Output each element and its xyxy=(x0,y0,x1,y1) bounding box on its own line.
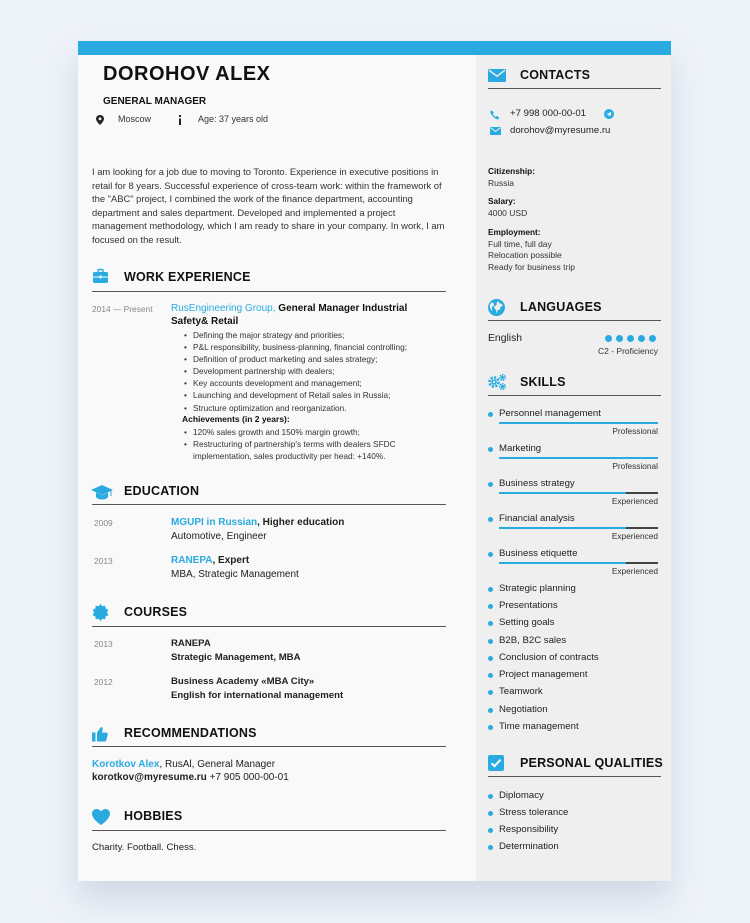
skill-name: Financial analysis xyxy=(499,513,575,524)
quality-name: Responsibility xyxy=(499,824,559,835)
language-name: English xyxy=(488,333,523,344)
email-icon xyxy=(490,127,501,135)
education-school: RANEPA xyxy=(171,555,213,566)
phone-icon xyxy=(490,110,500,120)
bullet-dot xyxy=(488,517,493,522)
course-year: 2013 xyxy=(94,639,113,649)
skill-item xyxy=(488,721,658,735)
skill-item xyxy=(488,635,658,649)
skill-level: Experienced xyxy=(611,566,658,576)
skill-level: Professional xyxy=(612,461,658,471)
work-date: 2014 — Present xyxy=(92,304,153,314)
course-org: Business Academy «MBA City» xyxy=(171,676,315,687)
section-divider xyxy=(92,746,446,747)
info-icon xyxy=(178,115,182,125)
skill-bar xyxy=(499,422,658,424)
recommender-company: , RusAl, General Manager xyxy=(159,759,276,770)
skill-rated xyxy=(488,513,658,541)
education-field: Automotive, Engineer xyxy=(171,531,267,542)
skill-name: Business etiquette xyxy=(499,548,578,559)
bullet-dot xyxy=(488,690,493,695)
telegram-icon xyxy=(604,109,614,119)
hobbies-text: Charity. Football. Chess. xyxy=(92,842,197,853)
work-company: RusEngineering Group, xyxy=(171,303,276,314)
skill-name: Marketing xyxy=(499,443,542,454)
badge-icon xyxy=(92,604,109,621)
skill-bar xyxy=(499,527,658,529)
list-item: • Restructuring of partnership's terms with dealers SFDC implementation, sales productivity per head: +140%. xyxy=(182,438,432,462)
skill-name: Conclusion of contracts xyxy=(499,652,599,663)
hobbies-title: HOBBIES xyxy=(124,809,183,823)
contact-phone: +7 998 000-00-01 xyxy=(510,108,587,119)
bullet-dot xyxy=(488,708,493,713)
candidate-age: Age: 37 years old xyxy=(198,114,269,124)
skill-level: Experienced xyxy=(611,531,658,541)
quality-name: Determination xyxy=(499,841,559,852)
education-title: EDUCATION xyxy=(124,484,200,498)
skill-bar-fill xyxy=(499,422,658,424)
top-accent-bar xyxy=(78,41,671,55)
contact-email: dorohov@myresume.ru xyxy=(510,125,611,136)
checkbox-icon xyxy=(488,755,504,771)
rating-dot xyxy=(649,335,656,342)
skill-item xyxy=(488,617,658,631)
achievements-list xyxy=(182,426,432,462)
work-position: General Manager Industrial xyxy=(275,303,408,314)
education-school: MGUPI in Russian xyxy=(171,517,258,528)
skill-bar-fill xyxy=(499,527,626,529)
education-heading xyxy=(171,517,344,528)
bullet-dot xyxy=(488,656,493,661)
bullet-dot xyxy=(488,845,493,850)
skill-name: B2B, B2C sales xyxy=(499,635,567,646)
skill-bar-fill xyxy=(499,492,626,494)
rating-dot xyxy=(605,335,612,342)
skill-name: Personnel management xyxy=(499,408,601,419)
skill-bar-fill xyxy=(499,562,626,564)
quality-item xyxy=(488,824,658,838)
bullet-dot xyxy=(488,673,493,678)
quality-name: Stress tolerance xyxy=(499,807,569,818)
globe-icon xyxy=(488,299,505,316)
contacts-title: CONTACTS xyxy=(520,68,591,82)
skills-title: SKILLS xyxy=(520,375,566,389)
skill-item xyxy=(488,652,658,666)
language-rating xyxy=(605,335,660,343)
education-field: MBA, Strategic Management xyxy=(171,569,299,580)
work-position-line2: Safety& Retail xyxy=(171,316,239,327)
employment-label: Employment: xyxy=(488,227,541,237)
languages-title: LANGUAGES xyxy=(520,300,602,314)
bullet-dot xyxy=(488,621,493,626)
skill-bar xyxy=(499,457,658,459)
rating-dot xyxy=(638,335,645,342)
list-item: • Definition of product marketing and sales strategy; xyxy=(182,353,452,365)
salary-label: Salary: xyxy=(488,196,516,206)
quality-item xyxy=(488,807,658,821)
achievements-title: Achievements (in 2 years): xyxy=(182,414,290,424)
quality-name: Diplomacy xyxy=(499,790,544,801)
citizenship-value: Russia xyxy=(488,178,514,188)
section-divider xyxy=(92,291,446,292)
resume-page xyxy=(78,41,671,881)
recommender-phone: +7 905 000-00-01 xyxy=(206,772,289,783)
citizenship-label: Citizenship: xyxy=(488,166,536,176)
course-name: Strategic Management, MBA xyxy=(171,652,301,663)
bullet-dot xyxy=(488,412,493,417)
graduation-cap-icon xyxy=(91,485,113,500)
course-org: RANEPA xyxy=(171,638,211,649)
skill-item xyxy=(488,686,658,700)
list-item: • Defining the major strategy and priorities; xyxy=(182,329,452,341)
recommendations-title: RECOMMENDATIONS xyxy=(124,726,257,740)
course-name: English for international management xyxy=(171,690,344,701)
heart-icon xyxy=(92,809,110,825)
education-year: 2009 xyxy=(94,518,113,528)
work-duties-list xyxy=(182,329,452,414)
section-divider xyxy=(92,830,446,831)
rating-dot xyxy=(616,335,623,342)
skill-rated xyxy=(488,408,658,436)
section-divider xyxy=(488,88,661,89)
gears-icon xyxy=(487,373,507,391)
bullet-dot xyxy=(488,828,493,833)
recommender-name: Korotkov Alex xyxy=(92,759,160,770)
rating-dot xyxy=(627,335,634,342)
employment-value: Ready for business trip xyxy=(488,262,575,272)
section-divider xyxy=(92,504,446,505)
work-heading xyxy=(171,302,451,328)
recommender-email: korotkov@myresume.ru xyxy=(92,772,207,783)
bullet-dot xyxy=(488,794,493,799)
skill-name: Strategic planning xyxy=(499,583,576,594)
summary-text: I am looking for a job due to moving to Toronto. Experience in executive positions in retail for 8 years. Successful experience of cross-team work: within the framework of the "ABC" project, I combined the work of the finance department, accounting department and sales department. Developed and implemented a project management methodology, which I am ready to share in your company. In work, I am focused on the result. xyxy=(92,166,445,245)
recommendation-contact xyxy=(92,772,289,783)
skill-level: Experienced xyxy=(611,496,658,506)
employment-value: Full time, full day xyxy=(488,239,552,249)
candidate-name: DOROHOV ALEX xyxy=(103,63,271,85)
section-divider xyxy=(92,626,446,627)
skill-name: Teamwork xyxy=(499,686,543,697)
candidate-role: GENERAL MANAGER xyxy=(103,96,207,107)
list-item: • 120% sales growth and 150% margin growth; xyxy=(182,426,432,438)
skill-rated xyxy=(488,478,658,506)
list-item: • Launching and development of Retail sales in Russia; xyxy=(182,389,452,401)
education-heading xyxy=(171,555,249,566)
salary-value: 4000 USD xyxy=(488,208,528,218)
language-level: C2 - Proficiency xyxy=(598,346,658,356)
list-item: • P&L responsibility, business-planning, financial controlling; xyxy=(182,341,452,353)
recommendation-line xyxy=(92,759,275,770)
bullet-dot xyxy=(488,587,493,592)
quality-item xyxy=(488,790,658,804)
bullet-dot xyxy=(488,725,493,730)
skill-name: Business strategy xyxy=(499,478,575,489)
quality-item xyxy=(488,841,658,855)
location-icon xyxy=(96,115,104,125)
section-divider xyxy=(488,776,661,777)
bullet-dot xyxy=(488,639,493,644)
course-year: 2012 xyxy=(94,677,113,687)
skill-name: Project management xyxy=(499,669,588,680)
skill-bar xyxy=(499,492,658,494)
list-item: • Key accounts development and management; xyxy=(182,377,452,389)
thumbs-up-icon xyxy=(92,726,108,742)
bullet-dot xyxy=(488,447,493,452)
education-year: 2013 xyxy=(94,556,113,566)
list-item: • Development partnership with dealers; xyxy=(182,365,452,377)
education-degree: , Expert xyxy=(212,555,250,566)
section-divider xyxy=(488,395,661,396)
courses-title: COURSES xyxy=(124,605,188,619)
bullet-dot xyxy=(488,811,493,816)
skill-rated xyxy=(488,443,658,471)
skill-item xyxy=(488,583,658,597)
skill-bar xyxy=(499,562,658,564)
work-experience-title: WORK EXPERIENCE xyxy=(124,270,251,284)
envelope-icon xyxy=(488,69,506,82)
skill-name: Time management xyxy=(499,721,579,732)
bullet-dot xyxy=(488,482,493,487)
section-divider xyxy=(488,320,661,321)
education-degree: , Higher education xyxy=(257,517,345,528)
skill-level: Professional xyxy=(612,426,658,436)
bullet-dot xyxy=(488,552,493,557)
skill-name: Negotiation xyxy=(499,704,548,715)
skill-item xyxy=(488,669,658,683)
employment-value: Relocation possible xyxy=(488,250,562,260)
skill-name: Presentations xyxy=(499,600,558,611)
skill-item xyxy=(488,600,658,614)
skill-rated xyxy=(488,548,658,576)
bullet-dot xyxy=(488,604,493,609)
list-item: • Structure optimization and reorganization. xyxy=(182,402,452,414)
candidate-city: Moscow xyxy=(118,114,152,124)
briefcase-icon xyxy=(92,268,109,285)
skill-item xyxy=(488,704,658,718)
skill-bar-fill xyxy=(499,457,658,459)
personal-qualities-title: PERSONAL QUALITIES xyxy=(520,756,663,770)
skill-name: Setting goals xyxy=(499,617,555,628)
